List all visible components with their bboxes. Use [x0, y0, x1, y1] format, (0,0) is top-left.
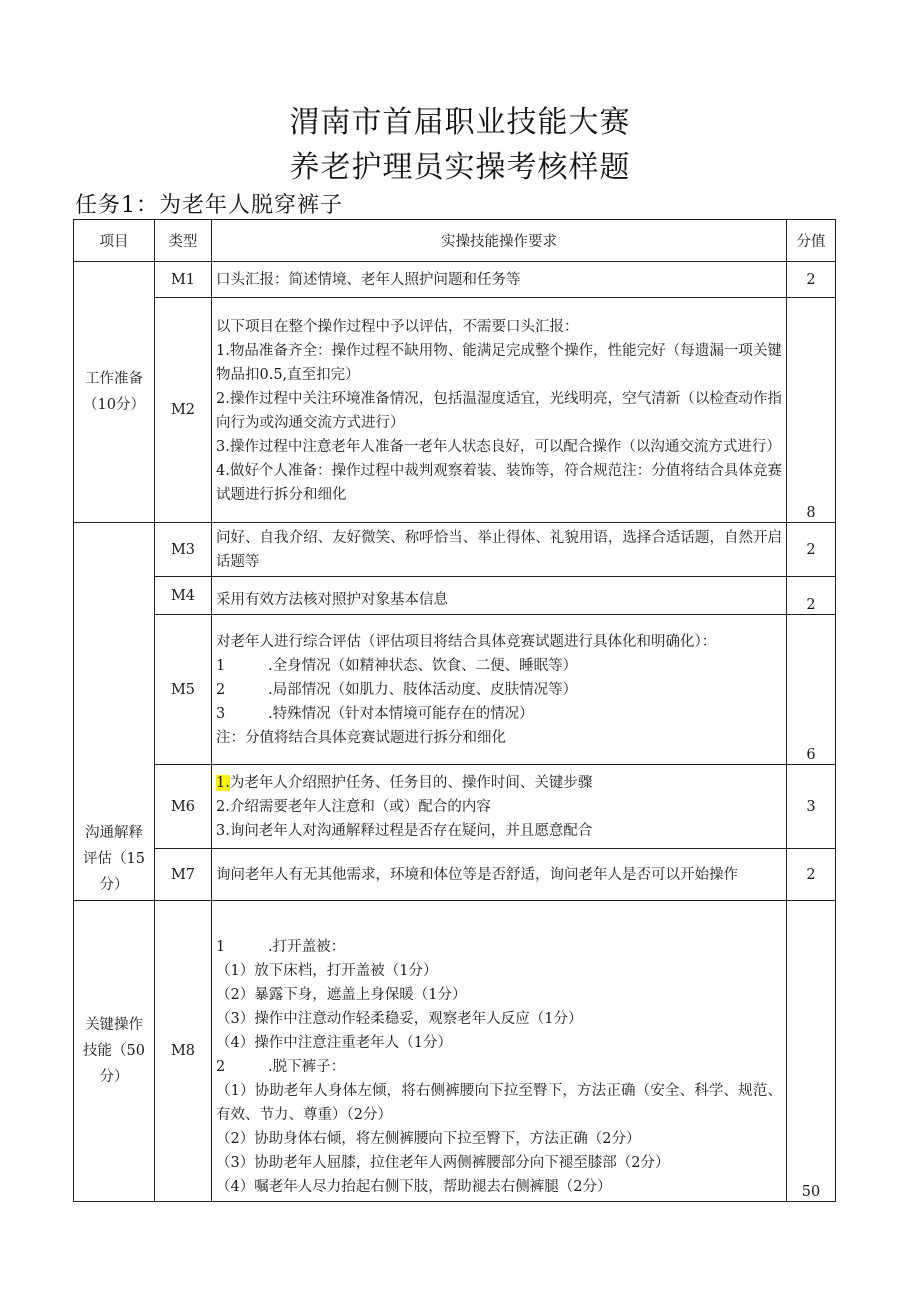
score-cell: 8	[787, 298, 836, 523]
table-row	[74, 262, 836, 298]
page-subtitle: 养老护理员实操考核样题	[289, 150, 631, 185]
type-cell: M2	[155, 298, 212, 523]
requirement-cell	[212, 901, 787, 1202]
table-row	[74, 615, 836, 765]
type-cell: M1	[155, 262, 212, 298]
requirement-cell	[212, 262, 787, 298]
header-score: 分值	[787, 220, 836, 262]
requirement-line: 问好、自我介绍、友好微笑、称呼恰当、举止得体、礼貌用语，选择合适话题，自然开启话题等	[216, 530, 782, 570]
requirement-line: 3.询问老年人对沟通解释过程是否存在疑问，并且愿意配合	[216, 823, 593, 839]
table-row	[74, 765, 836, 849]
group-work-preparation: 工作准备（10分）	[74, 262, 155, 523]
requirement-cell	[212, 765, 787, 849]
type-cell: M7	[155, 849, 212, 901]
item-text: .全身情况（如精神状态、饮食、二便、睡眠等）	[268, 658, 578, 674]
group-communication-assessment: 沟通解释评估（15分）	[74, 523, 155, 901]
requirement-line: （4）嘱老年人尽力抬起右侧下肢，帮助褪去右侧裤腿（2分）	[216, 1179, 612, 1195]
group-key-operation: 关键操作技能（50分）	[74, 901, 155, 1202]
requirement-line: （1）协助老年人身体左倾，将右侧裤腰向下拉至臀下，方法正确（安全、科学、规范、有效、节力、尊重）（2分）	[216, 1083, 782, 1123]
requirement-line	[216, 654, 782, 678]
requirement-line: 采用有效方法核对照护对象基本信息	[216, 592, 448, 608]
requirement-line: 1.物品准备齐全：操作过程不缺用物、能满足完成整个操作，性能完好（每遗漏一项关键物品扣0.5,直至扣完）	[216, 342, 782, 383]
requirement-line: 对老年人进行综合评估（评估项目将结合具体竞赛试题进行具体化和明确化）：	[216, 634, 717, 650]
type-cell: M5	[155, 615, 212, 765]
type-cell: M4	[155, 577, 212, 615]
item-text: .局部情况（如肌力、肢体活动度、皮肤情况等）	[268, 682, 578, 698]
requirement-line	[216, 702, 782, 726]
requirement-line: 2.介绍需要老年人注意和（或）配合的内容	[216, 799, 491, 815]
item-text: .特殊情况（针对本情境可能存在的情况）	[268, 706, 534, 722]
item-number: 2	[216, 1059, 226, 1075]
requirement-line: 4.做好个人准备：操作过程中裁判观察着装、装饰等，符合规范注：分值将结合具体竞赛试题进行拆分和细化	[216, 462, 782, 503]
item-number: 3	[216, 706, 226, 722]
requirement-cell	[212, 298, 787, 523]
requirement-line: （2）暴露下身，遮盖上身保暖（1分）	[216, 987, 467, 1003]
assessment-table	[73, 219, 836, 1202]
table-row	[74, 849, 836, 901]
header-type: 类型	[155, 220, 212, 262]
requirement-line: （2）协助身体右倾，将左侧裤腰向下拉至臀下，方法正确（2分）	[216, 1131, 641, 1147]
score-cell: 2	[787, 523, 836, 577]
score-cell: 2	[787, 849, 836, 901]
item-text: .打开盖被：	[268, 939, 346, 955]
item-text: .脱下裤子：	[268, 1059, 346, 1075]
requirement-line	[216, 1055, 782, 1079]
item-number: 1	[216, 939, 226, 955]
requirement-line: 注：分值将结合具体竞赛试题进行拆分和细化	[216, 730, 506, 746]
type-cell: M6	[155, 765, 212, 849]
requirement-line	[216, 771, 782, 795]
page-title: 渭南市首届职业技能大赛	[289, 105, 631, 140]
requirement-line: 2.操作过程中关注环境准备情况，包括温湿度适宜，光线明亮，空气清新（以检查动作指向行为或沟通交流方式进行）	[216, 390, 782, 431]
header-item: 项目	[74, 220, 155, 262]
requirement-line: 以下项目在整个操作过程中予以评估，不需要口头汇报：	[216, 318, 579, 335]
requirement-line: 3.操作过程中注意老年人准备一老年人状态良好，可以配合操作（以沟通交流方式进行）	[216, 438, 781, 455]
requirement-line: 询问老年人有无其他需求，环境和体位等是否舒适，询问老年人是否可以开始操作	[216, 867, 738, 883]
score-cell: 6	[787, 615, 836, 765]
requirement-line	[216, 935, 782, 959]
requirement-line: （4）操作中注意注重老年人（1分）	[216, 1035, 452, 1051]
requirement-line	[216, 678, 782, 702]
requirement-line: （3）协助老年人屈膝，拉住老年人两侧裤腰部分向下褪至膝部（2分）	[216, 1155, 670, 1171]
score-cell: 50	[787, 901, 836, 1202]
requirement-cell	[212, 615, 787, 765]
type-cell: M8	[155, 901, 212, 1202]
table-row	[74, 577, 836, 615]
type-cell: M3	[155, 523, 212, 577]
score-cell: 3	[787, 765, 836, 849]
item-number: 2	[216, 682, 226, 698]
requirement-line: （3）操作中注意动作轻柔稳妥，观察老年人反应（1分）	[216, 1011, 583, 1027]
task-title: 任务1：为老年人脱穿裤子	[75, 193, 343, 218]
requirement-cell	[212, 577, 787, 615]
table-row	[74, 523, 836, 577]
requirement-cell	[212, 523, 787, 577]
requirement-line: 口头汇报：简述情境、老年人照护问题和任务等	[216, 272, 521, 288]
score-cell: 2	[787, 262, 836, 298]
table-header-row	[74, 220, 836, 262]
table-row	[74, 901, 836, 1202]
header-requirements: 实操技能操作要求	[212, 220, 787, 262]
item-number: 1	[216, 658, 226, 674]
table-row	[74, 298, 836, 523]
score-cell: 2	[787, 577, 836, 615]
requirement-line: （1）放下床档，打开盖被（1分）	[216, 963, 438, 979]
highlighted-number: 1.	[216, 775, 230, 791]
requirement-cell	[212, 849, 787, 901]
item-text: 为老年人介绍照护任务、任务目的、操作时间、关键步骤	[229, 775, 593, 791]
